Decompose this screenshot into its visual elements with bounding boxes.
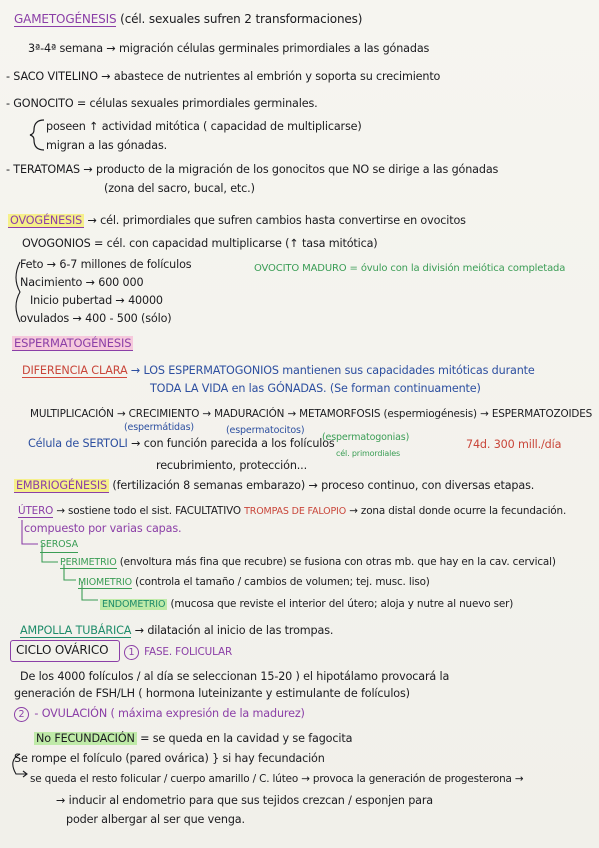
ovogenesis-line-2: OVOGONIOS = cél. con capacidad multiplicarse (↑ tasa mitótica)	[22, 237, 378, 250]
trompas-label: TROMPAS DE FALOPIO	[244, 506, 347, 517]
sertoli-line	[28, 437, 335, 451]
embriogenesis-heading	[14, 479, 534, 493]
gametogenesis-title: GAMETOGÉNESIS	[14, 12, 117, 26]
albergar-line: poder albergar al ser que venga.	[66, 813, 245, 826]
perimetrio-label: PERIMETRIO	[60, 557, 117, 568]
ampolla-label: AMPOLLA TUBÁRICA	[20, 624, 132, 637]
endometrio-line	[100, 597, 513, 612]
gametogenesis-heading	[14, 12, 362, 26]
ovogenesis-nacimiento: Nacimiento → 600 000	[20, 276, 144, 289]
sertoli-label: Célula de SERTOLI	[28, 437, 128, 450]
gametogenesis-line-2: - SACO VITELINO → abastece de nutrientes al embrión y soporta su crecimiento	[6, 70, 441, 83]
ciclo-title: CICLO OVÁRICO	[16, 643, 109, 657]
miometrio-label: MIOMETRIO	[78, 577, 133, 588]
ovocito-maduro-note: OVOCITO MADURO = óvulo con la división meiótica completada	[254, 263, 566, 274]
sertoli-text: → con función parecida a los folículos	[131, 437, 335, 450]
sertoli-text-2: recubrimiento, protección...	[156, 459, 307, 472]
ciclo-text-2: generación de FSH/LH ( hormona luteinizante y estimulante de folículos)	[14, 687, 410, 700]
compuesto-line: compuesto por varias capas.	[24, 522, 182, 535]
espermatogenesis-title: ESPERMATOGÉNESIS	[14, 336, 132, 350]
ovogenesis-line-1: → cél. primordiales que sufren cambios hasta convertirse en ovocitos	[87, 214, 466, 227]
utero-label: ÚTERO	[18, 505, 54, 517]
endometrio-label: ENDOMETRIO	[102, 599, 166, 610]
fase-1-number: 1	[124, 645, 139, 660]
ampolla-line	[20, 624, 333, 638]
ampolla-text: → dilatación al inicio de las trompas.	[134, 624, 334, 637]
gametogenesis-title-note: (cél. sexuales sufren 2 transformaciones)	[120, 12, 363, 26]
embriogenesis-title-note: (fertilización 8 semanas embarazo) → proceso continuo, con diversas etapas.	[112, 479, 535, 492]
gametogenesis-line-1: 3ª-4ª semana → migración células germinales primordiales a las gónadas	[28, 42, 430, 55]
perimetrio-line	[60, 555, 556, 570]
diferencia-clara-label: DIFERENCIA CLARA	[22, 364, 128, 377]
miometrio-text: (controla el tamaño / cambios de volumen; tej. musc. liso)	[135, 576, 430, 588]
fase-2-number: 2	[14, 707, 29, 722]
ovulacion-line	[14, 707, 305, 722]
spermatogenesis-sequence: MULTIPLICACIÓN → CRECIMIENTO → MADURACIÓN → METAMORFOSIS (espermiogénesis) → ESPERMATOZOIDES	[30, 408, 593, 420]
sub-maduracion: (espermatocitos)	[226, 425, 305, 436]
ovogenesis-ovulados: ovulados → 400 - 500 (sólo)	[20, 312, 172, 325]
sub-crecimiento: (espermátidas)	[124, 422, 194, 433]
fase-folicular-line	[124, 645, 232, 660]
gametogenesis-line-3: - GONOCITO = células sexuales primordiales germinales.	[6, 97, 318, 110]
ciclo-text-1: De los 4000 folículos / al día se seleccionan 15-20 ) el hipotálamo provocará la	[20, 670, 450, 683]
cuerpo-luteo-line: se queda el resto folicular / cuerpo amarillo / C. lúteo → provoca la generación de progesterona →	[30, 773, 524, 785]
fase-folicular-label: FASE. FOLICULAR	[144, 646, 233, 658]
sub-primordiales: cél. primordiales	[336, 449, 401, 458]
gametogenesis-line-6: - TERATOMAS → producto de la migración de los gonocitos que NO se dirige a las gónadas	[6, 163, 499, 176]
no-fecundacion-line	[34, 732, 352, 746]
layer-connector-lines	[16, 518, 106, 606]
miometrio-line	[78, 575, 430, 590]
no-fecundacion-text: = se queda en la cavidad y se fagocita	[140, 732, 353, 745]
endometrio-text: (mucosa que reviste el interior del útero; aloja y nutre al nuevo ser)	[170, 598, 514, 610]
gametogenesis-line-7: (zona del sacro, bucal, etc.)	[104, 182, 255, 195]
ciclo-heading	[16, 643, 108, 657]
ovogenesis-feto: Feto → 6-7 millones de folículos	[20, 258, 192, 271]
inducir-line: → inducir al endometrio para que sus tejidos crezcan / esponjen para	[56, 794, 434, 807]
bracket-decoration	[30, 118, 48, 152]
curved-arrow-icon	[6, 750, 36, 780]
diferencia-text-2: TODA LA VIDA en las GÓNADAS. (Se forman continuamente)	[150, 382, 481, 395]
utero-text-2: → zona distal donde ocurre la fecundación.	[349, 505, 567, 517]
diferencia-line-1	[22, 364, 535, 378]
espermatogenesis-heading	[12, 336, 133, 350]
utero-text: → sostiene todo el sist. FACULTATIVO	[56, 505, 241, 517]
sub-metamorfosis: (espermatogonias)	[322, 432, 410, 443]
gametogenesis-line-4: poseen ↑ actividad mitótica ( capacidad de multiplicarse)	[46, 120, 362, 133]
utero-line	[18, 504, 566, 519]
diferencia-text-1: → LOS ESPERMATOGONIOS mantienen sus capacidades mitóticas durante	[130, 364, 535, 377]
serosa-label: SEROSA	[40, 538, 78, 553]
timeline-bracket	[10, 258, 24, 328]
embriogenesis-title: EMBRIOGÉNESIS	[16, 479, 108, 492]
rompe-folicle-line: Se rompe el folículo (pared ovárica) } si hay fecundación	[14, 752, 325, 765]
ovogenesis-title: OVOGÉNESIS	[10, 214, 83, 227]
ovulacion-label: - OVULACIÓN ( máxima expresión de la madurez)	[34, 707, 305, 720]
spermatogenesis-rate: 74d. 300 mill./día	[466, 438, 562, 451]
ovogenesis-heading	[8, 214, 466, 228]
no-fecundacion-label: No FECUNDACIÓN	[36, 732, 135, 745]
ovogenesis-pubertad: Inicio pubertad → 40000	[30, 294, 163, 307]
gametogenesis-line-5: migran a las gónadas.	[46, 139, 168, 152]
perimetrio-text: (envoltura más fina que recubre) se fusiona con otras mb. que hay en la cav. cervical)	[119, 556, 556, 568]
